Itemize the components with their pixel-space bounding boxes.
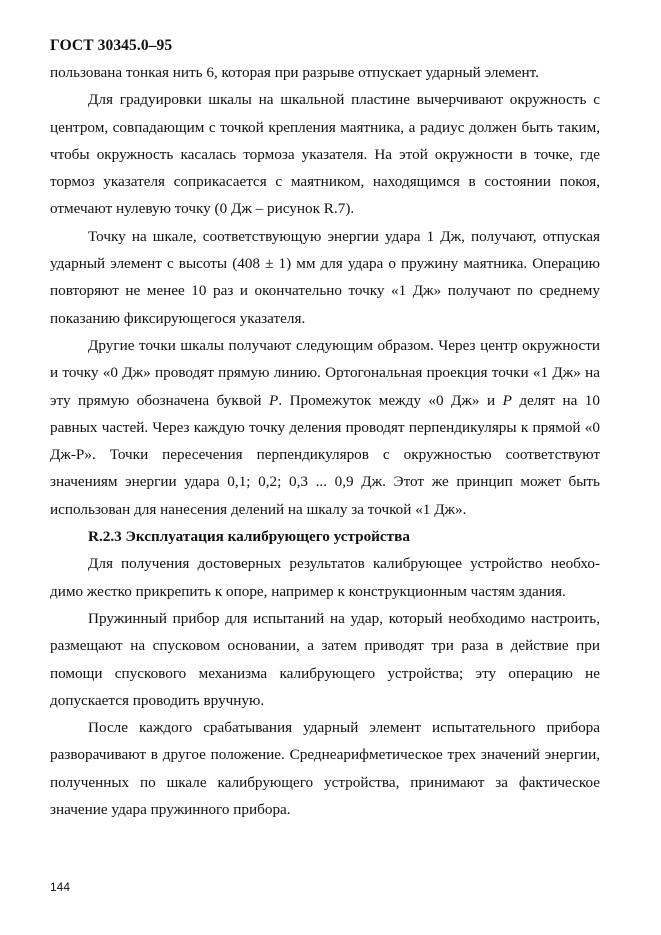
paragraph-scale-graduation: Для градуировки шкалы на шкальной пластине вычерчивают окружность с центром, совпадающим с точкой крепления маятника, а радиус должен быть таким, чтобы окружность касалась тормоза указателя. На этой окружности в точке, где тормоз указателя соприкасается с маятником, находящимся в состоянии покоя, отмечают нулевую точку (0 Дж – рисунок R.7). bbox=[50, 91, 600, 218]
paragraph-text: делят на 10 равных частей. Через каждую точку деления проводят перпендикуляры к прямой «0 Дж-P». Точки пересечения перпендикуляров с окружностью соответствуют значениям энергии удара 0,1; 0,2; 0,3 ... 0,9 Дж. Этот же принцип может быть использован для нанесения делений на шкалу за точкой «1 Дж». bbox=[50, 391, 600, 518]
paragraph-one-joule-point: Точку на шкале, соответствующую энергии удара 1 Дж, получают, отпуская ударный элемент с высоты (408 ± 1) мм для удара о пружину маятника. Операцию повторяют не менее 10 раз и окончательно точку «1 Дж» получают по среднему показанию фиксирующегося указателя. bbox=[50, 227, 600, 327]
section-heading: R.2.3 Эксплуатация калибрующего устройства bbox=[88, 528, 410, 546]
paragraph-mounting: Для получения достоверных результатов калибрующее устройство необходимо жестко прикрепить к опоре, например к конструкционным частям здания. bbox=[50, 555, 600, 600]
paragraph-averaging: После каждого срабатывания ударный элемент испытательного прибора разворачивают в другое положение. Среднеарифметическое трех значений энергии, полученных по шкале калибрующего устройства, принимают за фактическое значение удара пружинного прибора. bbox=[50, 719, 600, 819]
point-p-label: P bbox=[502, 391, 512, 409]
document-header: ГОСТ 30345.0–95 bbox=[50, 37, 173, 54]
page-number: 144 bbox=[50, 880, 71, 894]
body-text bbox=[50, 59, 600, 823]
paragraph-text: Другие точки шкалы получают следующим образом. Через центр окружности и точку «0 Дж» проводят прямую линию. Ортогональная проекция точки «1 Дж» на эту прямую обозначена буквой bbox=[50, 336, 600, 409]
paragraph-other-scale-points bbox=[50, 332, 600, 523]
point-p-label: P bbox=[269, 391, 279, 409]
paragraph-continuation: пользована тонкая нить 6, которая при разрыве отпускает ударный элемент. bbox=[50, 64, 539, 81]
paragraph-operation: Пружинный прибор для испытаний на удар, который необходимо настроить, размещают на спусковом основании, а затем приводят три раза в действие при помощи спускового механизма калибрующего устройства; эту операцию не допускается проводить вручную. bbox=[50, 609, 600, 709]
paragraph-text: . Промежуток между «0 Дж» и bbox=[278, 391, 503, 409]
